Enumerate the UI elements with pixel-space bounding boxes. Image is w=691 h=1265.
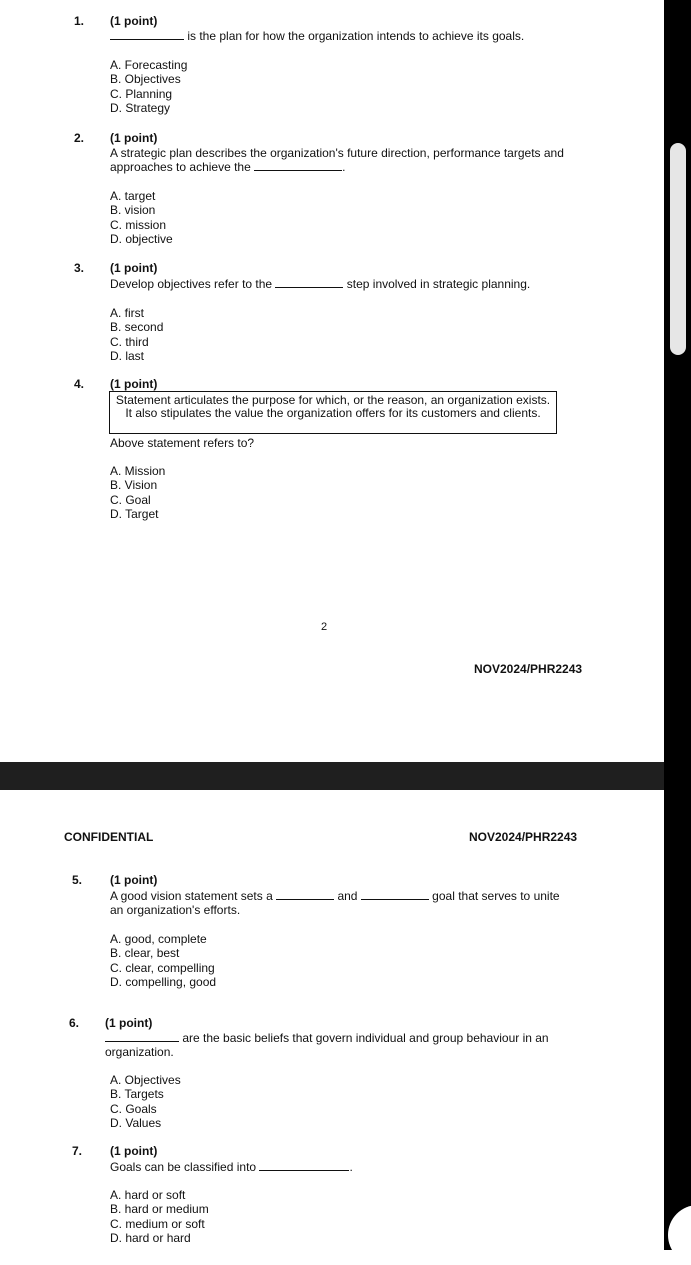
question-3-options	[110, 306, 163, 363]
question-3-text-before: Develop objectives refer to the	[110, 277, 273, 291]
question-1-text-after: is the plan for how the organization intends to achieve its goals.	[187, 29, 525, 43]
option-a[interactable]: A. Mission	[110, 464, 166, 478]
question-2-number: 2.	[74, 131, 85, 145]
question-6-text-after: are the basic beliefs that govern individual and group behaviour in an	[182, 1031, 549, 1045]
option-a[interactable]: A. hard or soft	[110, 1188, 186, 1202]
question-4-options	[110, 464, 165, 521]
option-b[interactable]: B. clear, best	[110, 946, 180, 961]
option-d[interactable]: D. objective	[110, 231, 173, 246]
option-d[interactable]: D. Target	[110, 506, 159, 521]
option-d[interactable]: D. hard or hard	[110, 1230, 191, 1245]
question-5-options	[110, 932, 216, 989]
question-2-points: (1 point)	[110, 131, 158, 145]
question-2-line-1: A strategic plan describes the organization's future direction, performance targets and	[110, 146, 564, 160]
question-3-number: 3.	[74, 261, 85, 275]
option-c[interactable]: C. Goal	[110, 492, 151, 507]
question-5-text-c: goal that serves to unite	[432, 889, 560, 903]
option-b[interactable]: B. hard or medium	[110, 1202, 209, 1217]
option-a[interactable]: A. first	[110, 306, 145, 320]
fill-blank	[259, 1160, 349, 1171]
question-7-text-after: .	[349, 1160, 353, 1174]
question-7-text	[110, 1160, 353, 1174]
question-4-number: 4.	[74, 377, 85, 391]
fill-blank	[110, 29, 184, 40]
option-b[interactable]: B. vision	[110, 203, 156, 218]
option-a[interactable]: A. good, complete	[110, 932, 207, 946]
question-7-text-before: Goals can be classified into	[110, 1160, 257, 1174]
question-7-options	[110, 1188, 209, 1245]
question-1-text	[110, 29, 524, 43]
question-6-line-2: organization.	[105, 1045, 174, 1059]
fill-blank	[361, 889, 429, 900]
question-1-number: 1.	[74, 14, 85, 28]
question-6-options	[110, 1073, 181, 1130]
question-2-options	[110, 189, 173, 246]
fill-blank	[254, 160, 342, 171]
option-b[interactable]: B. Objectives	[110, 72, 181, 87]
question-7-points: (1 point)	[110, 1144, 158, 1158]
header-code: NOV2024/PHR2243	[469, 830, 578, 844]
option-d[interactable]: D. compelling, good	[110, 974, 217, 989]
option-c[interactable]: C. clear, compelling	[110, 960, 215, 975]
question-3-text	[110, 277, 530, 291]
fill-blank	[276, 889, 334, 900]
fill-blank	[105, 1031, 179, 1042]
option-c[interactable]: C. third	[110, 334, 149, 349]
question-4-points: (1 point)	[110, 377, 158, 391]
option-b[interactable]: B. second	[110, 320, 164, 335]
option-a[interactable]: A. Forecasting	[110, 58, 188, 72]
question-6-number: 6.	[69, 1016, 80, 1030]
question-1-options	[110, 58, 187, 115]
option-c[interactable]: C. Goals	[110, 1101, 157, 1116]
confidential-header: CONFIDENTIAL	[64, 830, 154, 844]
page-number: 2	[321, 621, 328, 633]
fill-blank	[275, 277, 343, 288]
option-d[interactable]: D. last	[110, 348, 145, 363]
question-1-points: (1 point)	[110, 14, 158, 28]
question-5-number: 5.	[72, 873, 83, 887]
question-2-line-2: approaches to achieve the	[110, 160, 251, 174]
statement-box: Statement articulates the purpose for which, or the reason, an organization exists. It also stipulates the value the organization offers for its customers and clients.	[109, 391, 557, 434]
question-5-text-b: and	[337, 889, 358, 903]
question-4-text: Above statement refers to?	[110, 436, 255, 450]
option-b[interactable]: B. Targets	[110, 1087, 164, 1102]
option-c[interactable]: C. medium or soft	[110, 1216, 205, 1231]
question-5-line-2: an organization's efforts.	[110, 903, 241, 917]
option-a[interactable]: A. Objectives	[110, 1073, 181, 1087]
question-6-text	[105, 1031, 578, 1059]
question-2-line-2-end: .	[342, 160, 346, 174]
option-d[interactable]: D. Strategy	[110, 100, 171, 115]
page-divider	[0, 762, 691, 790]
option-a[interactable]: A. target	[110, 189, 156, 203]
option-c[interactable]: C. Planning	[110, 86, 173, 101]
scrollbar-thumb[interactable]	[670, 143, 686, 355]
question-5-text	[110, 889, 560, 917]
question-5-text-a: A good vision statement sets a	[110, 889, 273, 903]
option-d[interactable]: D. Values	[110, 1115, 162, 1130]
question-2-text	[110, 146, 564, 174]
question-6-points: (1 point)	[105, 1016, 153, 1030]
question-7-number: 7.	[72, 1144, 83, 1158]
option-b[interactable]: B. Vision	[110, 478, 158, 493]
question-3-points: (1 point)	[110, 261, 158, 275]
question-5-points: (1 point)	[110, 873, 158, 887]
option-c[interactable]: C. mission	[110, 217, 167, 232]
document-page-2	[0, 790, 664, 1250]
question-3-text-after: step involved in strategic planning.	[346, 277, 531, 291]
footer-code: NOV2024/PHR2243	[474, 662, 583, 676]
